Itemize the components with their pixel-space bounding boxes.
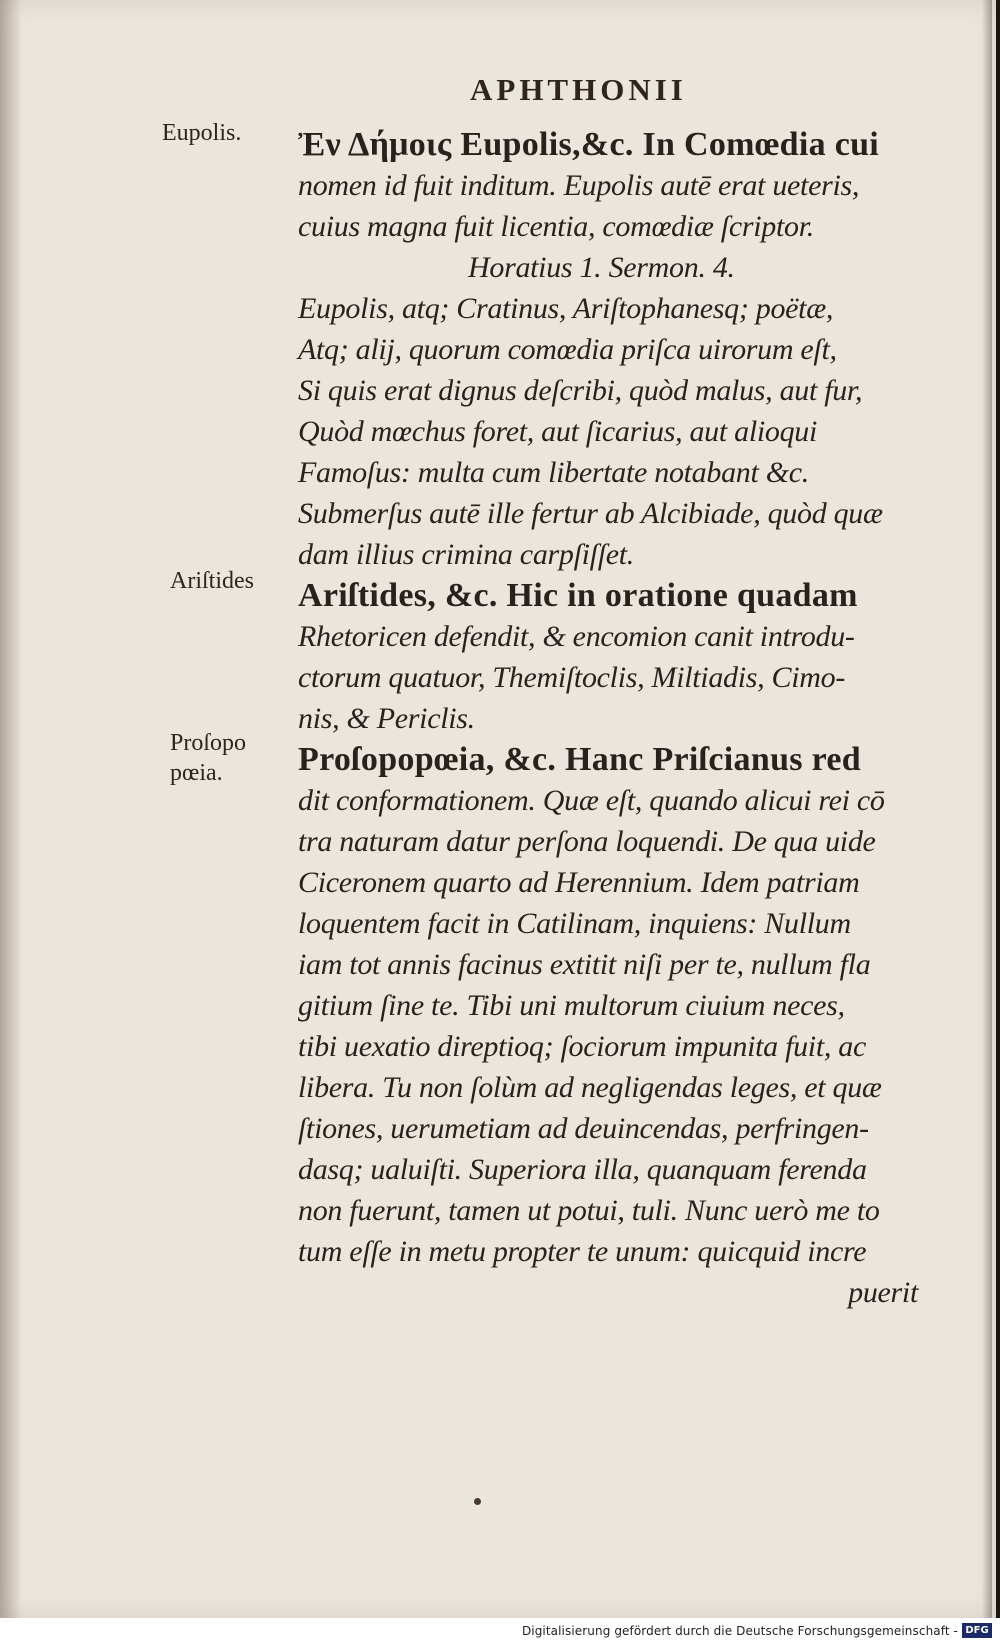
margin-note-aristides: Ariſtides (170, 568, 254, 594)
ink-speck (474, 1498, 481, 1505)
text-line: tibi uexatio direptioq; ſociorum impunita fuit, ac (298, 1030, 866, 1063)
text-line: tra naturam datur perſona loquendi. De qua uide (298, 825, 876, 858)
text-line: Eupolis, atq; Cratinus, Ariſtophanesq; poëtæ, (298, 292, 834, 325)
text-line: non fuerunt, tamen ut potui, tuli. Nunc uerò me to (298, 1194, 880, 1227)
text-line: nis, & Periclis. (298, 702, 475, 735)
main-text (298, 124, 958, 1313)
text-line: Quòd mœchus foret, aut ſicarius, aut alioqui (298, 415, 818, 448)
margin-note-eupolis: Eupolis. (162, 120, 242, 146)
text-line: dit conformationem. Quæ eſt, quando alicui rei cō (298, 784, 885, 817)
text-line: Proſopopœia, &c. Hanc Priſcianus red (298, 741, 861, 778)
running-head: APHTHONII (470, 72, 687, 107)
dfg-credit-text: Digitalisierung gefördert durch die Deutsche Forschungsgemeinschaft - (521, 1624, 958, 1638)
text-line: Ἐν Δήμοις Eupolis,&c. In Comœdia cui (298, 126, 880, 163)
text-line: Si quis erat dignus deſcribi, quòd malus, aut fur, (298, 374, 863, 407)
catchword: puerit (848, 1276, 918, 1309)
page-edge (982, 0, 992, 1618)
text-line: ctorum quatuor, Themiſtoclis, Miltiadis, Cimo- (298, 661, 846, 694)
text-line: cuius magna fuit licentia, comœdiæ ſcriptor. (298, 210, 814, 243)
text-line: Ariſtides, &c. Hic in oratione quadam (298, 577, 858, 614)
text-line: Rhetoricen defendit, & encomion canit introdu- (298, 620, 855, 653)
text-line: loquentem facit in Catilinam, inquiens: Nullum (298, 907, 851, 940)
text-line: Famoſus: multa cum libertate notabant &c. (298, 456, 809, 489)
gutter-shadow (0, 0, 22, 1618)
margin-note-prosopo: Proſopo (170, 730, 247, 756)
text-line: dasq; ualuiſti. Superiora illa, quanquam ferenda (298, 1153, 867, 1186)
text-line: iam tot annis facinus extitit niſi per te, nullum fla (298, 948, 871, 981)
text-line: nomen id fuit inditum. Eupolis autē erat ueteris, (298, 169, 860, 202)
text-line: tum eſſe in metu propter te unum: quicquid incre (298, 1235, 867, 1268)
text-line: libera. Tu non ſolùm ad negligendas leges, et quæ (298, 1071, 882, 1104)
dfg-logo-icon: DFG (962, 1623, 992, 1638)
text-line: ſtiones, uerumetiam ad deuincendas, perfringen- (298, 1112, 869, 1145)
text-line: Horatius 1. Sermon. 4. (468, 251, 735, 284)
text-line: dam illius crimina carpſiſſet. (298, 538, 634, 571)
text-line: Submerſus autē ille fertur ab Alcibiade, quòd quæ (298, 497, 883, 530)
text-line: Ciceronem quarto ad Herennium. Idem patriam (298, 866, 860, 899)
text-line: Atq; alij, quorum comœdia priſca uirorum eſt, (298, 333, 837, 366)
text-line: gitium ſine te. Tibi uni multorum ciuium neces, (298, 989, 845, 1022)
margin-note-poeia: pœia. (170, 760, 223, 786)
